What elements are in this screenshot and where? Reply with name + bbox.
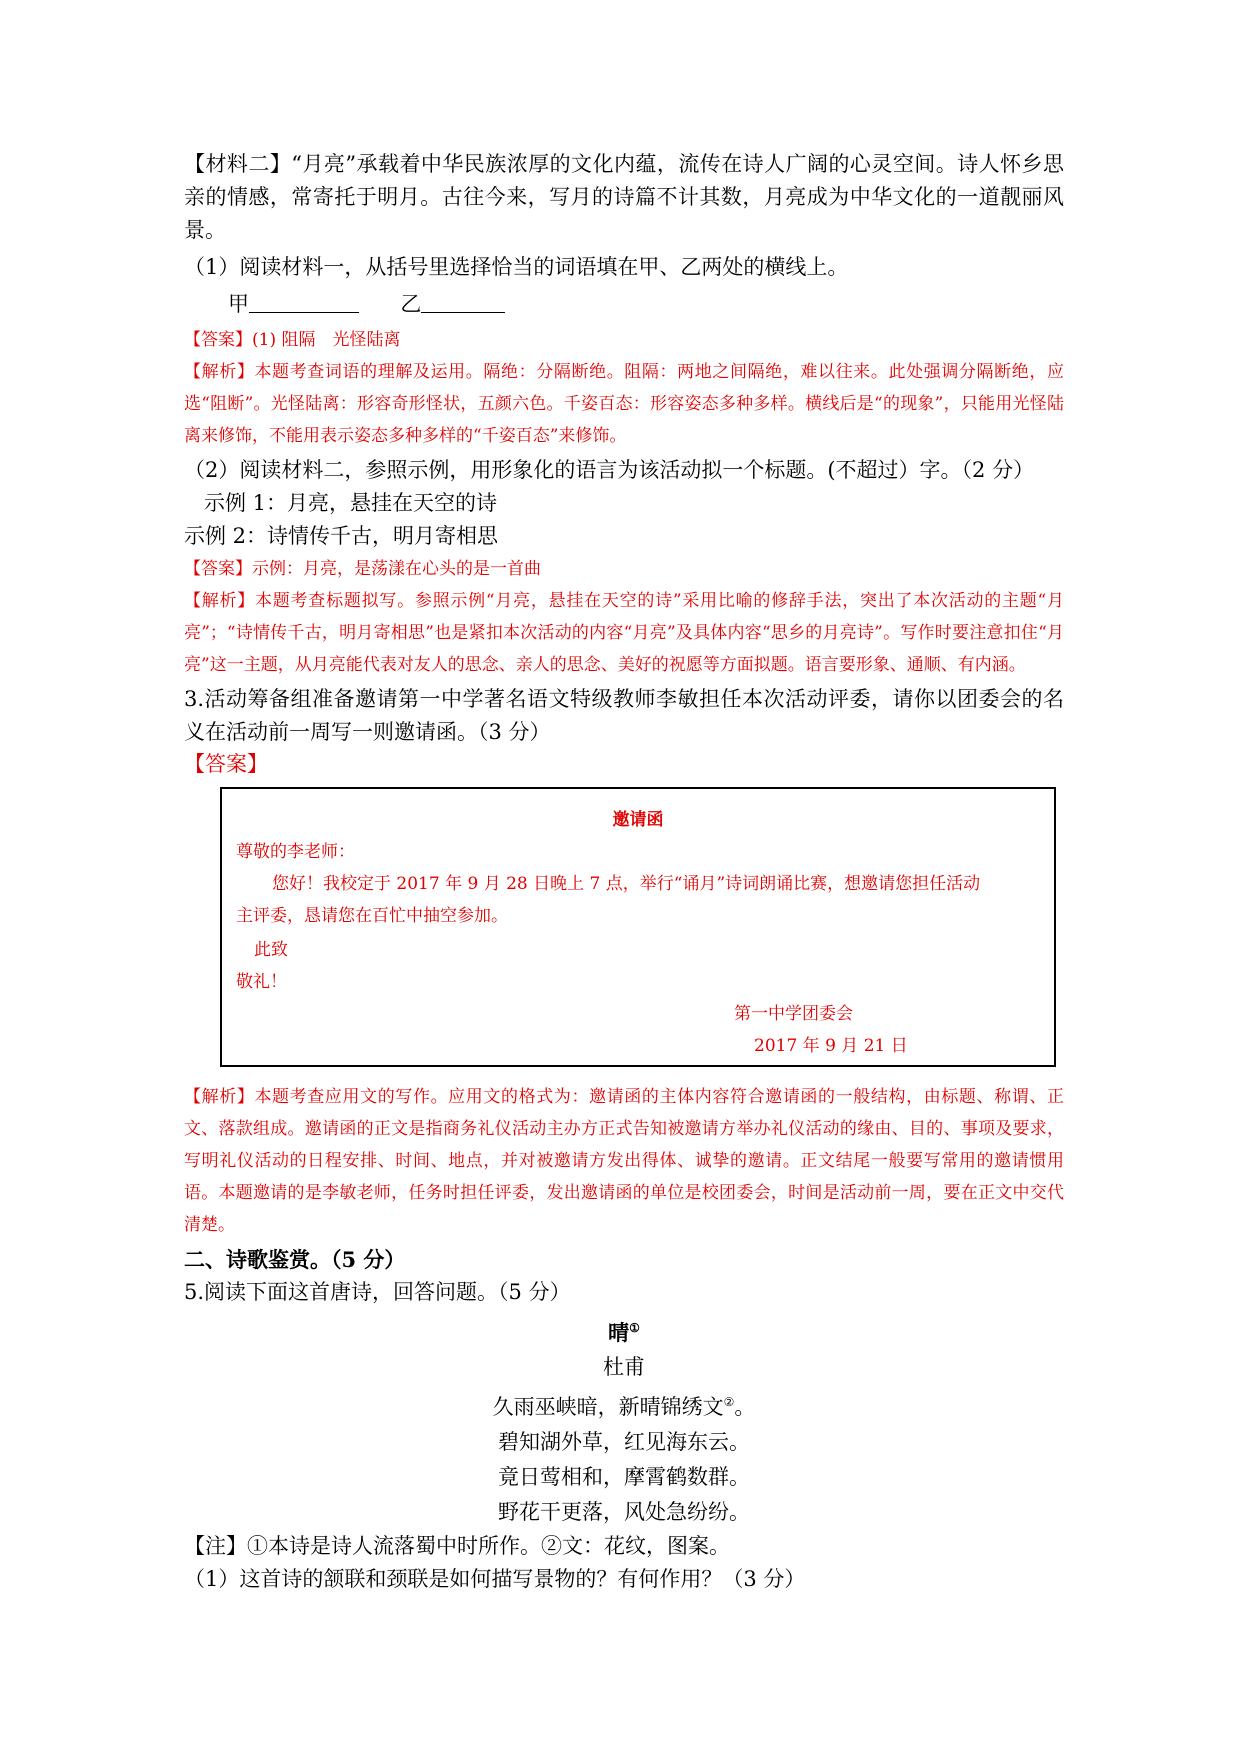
analysis-3: 【解析】本题考查应用文的写作。应用文的格式为：邀请函的主体内容符合邀请函的一般结构，由标题、称谓、正文、落款组成。邀请函的正文是指商务礼仪活动主办方正式告知被邀请方举办礼仪活动的缘由、目的、事项及要求，写明礼仪活动的日程安排、时间、地点，并对被邀请方发出得体、诚挚的邀请。正文结尾一般要写常用的邀请惯用语。本题邀请的是李敏老师，任务时担任评委，发出邀请函的单位是校团委会，时间是活动前一周，要在正文中交代清楚。 — [184, 1087, 1064, 1235]
answer-1: 【答案】(1) 阻隔 光怪陆离 — [184, 330, 401, 350]
answer-2: 【答案】示例：月亮，是荡漾在心头的是一首曲 — [184, 559, 541, 579]
letter-salutation: 尊敬的李老师： — [236, 842, 355, 862]
poem-line-2: 碧知湖外草，红见海东云。 — [498, 1430, 750, 1454]
poem-line-1-note: ② — [723, 1395, 735, 1409]
letter-closing-1: 此致 — [254, 940, 288, 960]
poem-line-1-text: 久雨巫峡暗，新晴锦绣文 — [492, 1395, 724, 1419]
poem-author: 杜甫 — [603, 1355, 645, 1379]
question-1: （1）阅读材料一，从括号里选择恰当的词语填在甲、乙两处的横线上。 — [184, 255, 849, 279]
question-5-1: （1）这首诗的颔联和颈联是如何描写景物的？有何作用？（3 分） — [184, 1567, 806, 1591]
letter-body-line-2: 主评委，恳请您在百忙中抽空参加。 — [236, 906, 508, 926]
letter-date: 2017 年 9 月 21 日 — [754, 1036, 908, 1056]
analysis-2: 【解析】本题考查标题拟写。参照示例“月亮，悬挂在天空的诗”采用比喻的修辞手法，突出了本次活动的主题“月亮”；“诗情传千古，明月寄相思”也是紧扣本次活动的内容“月亮”及具体内容“思乡的月亮诗”。写作时要注意扣住“月亮”这一主题，从月亮能代表对友人的思念、亲人的思念、美好的祝愿等方面拟题。语言要形象、通顺、有内涵。 — [184, 591, 1064, 675]
question-3: 3.活动筹备组准备邀请第一中学著名语文特级教师李敏担任本次活动评委，请你以团委会的名义在活动前一周写一则邀请函。（3 分） — [184, 687, 1064, 744]
poem-title-note: ① — [629, 1321, 640, 1335]
poem-title-text: 晴 — [608, 1320, 630, 1345]
poem-line-3: 竟日莺相和，摩霄鹤数群。 — [498, 1465, 750, 1489]
poem-note: 【注】①本诗是诗人流落蜀中时所作。②文：花纹，图案。 — [184, 1534, 730, 1558]
poem-line-1-end: 。 — [734, 1395, 756, 1419]
invitation-letter-box — [220, 787, 1056, 1067]
poem-line-4: 野花干更落，风处急纷纷。 — [498, 1500, 750, 1524]
question-5: 5.阅读下面这首唐诗，回答问题。（5 分） — [184, 1280, 571, 1304]
letter-sender: 第一中学团委会 — [734, 1004, 853, 1024]
letter-closing-2: 敬礼！ — [236, 972, 287, 992]
analysis-1: 【解析】本题考查词语的理解及运用。隔绝：分隔断绝。阻隔：两地之间隔绝，难以往来。此处强调分隔断绝，应选“阻断”。光怪陆离：形容奇形怪状，五颜六色。千姿百态：形容姿态多种多样。横线后是“的现象”，只能用光怪陆离来修饰，不能用表示姿态多种多样的“千姿百态”来修饰。 — [184, 362, 1064, 446]
blank-yi-line — [421, 288, 505, 313]
blank-jia-line — [249, 288, 359, 313]
example-2: 示例 2：诗情传千古，明月寄相思 — [184, 524, 499, 548]
question-2: （2）阅读材料二，参照示例，用形象化的语言为该活动拟一个标题。(不超过）字。（2 分） — [184, 458, 1035, 482]
example-1: 示例 1：月亮，悬挂在天空的诗 — [204, 491, 498, 515]
poem-line-1 — [184, 1385, 1064, 1425]
letter-body-line-1: 您好！我校定于 2017 年 9 月 28 日晚上 7 点，举行“诵月”诗词朗诵比赛，想邀请您担任活动 — [272, 874, 981, 894]
page-content — [184, 148, 1064, 1596]
poem-title — [184, 1311, 1064, 1350]
fill-in-blanks — [184, 284, 1064, 324]
answer-3-label: 【答案】 — [184, 752, 268, 776]
material-two-paragraph: 【材料二】“月亮”承载着中华民族浓厚的文化内蕴，流传在诗人广阔的心灵空间。诗人怀乡思亲的情感，常寄托于明月。古往今来，写月的诗篇不计其数，月亮成为中华文化的一道靓丽风景。 — [184, 152, 1064, 242]
blank-yi-label: 乙 — [400, 292, 422, 316]
section-2-heading: 二、诗歌鉴赏。（5 分） — [184, 1247, 406, 1272]
blank-jia-label: 甲 — [228, 292, 249, 316]
letter-title: 邀请函 — [612, 810, 664, 830]
